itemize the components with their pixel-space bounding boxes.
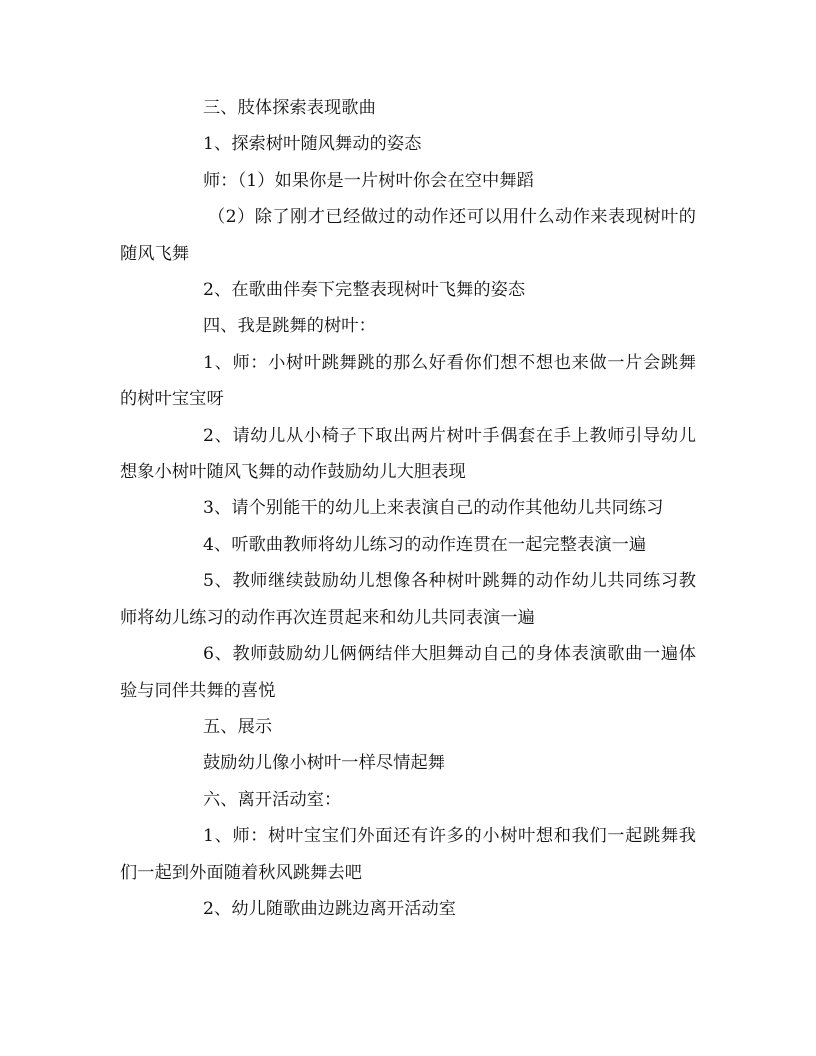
paragraph: 2、在歌曲伴奏下完整表现树叶飞舞的姿态: [203, 280, 526, 301]
paragraph: 4、听歌曲教师将幼儿练习的动作连贯在一起完整表演一遍: [203, 534, 647, 555]
document-body: [120, 90, 696, 927]
section-heading-3: 三、肢体探索表现歌曲: [203, 98, 376, 118]
paragraph: 2、请幼儿从小椅子下取出两片树叶手偶套在手上教师引导幼儿想象小树叶随风飞舞的动作鼓励幼儿大胆表现: [120, 425, 696, 483]
paragraph: 师：（1）如果你是一片树叶你会在空中舞蹈: [203, 170, 534, 191]
paragraph: 1、师：树叶宝宝们外面还有许多的小树叶想和我们一起跳舞我们一起到外面随着秋风跳舞去吧: [120, 826, 696, 883]
paragraph: （2）除了刚才已经做过的动作还可以用什么动作来表现树叶的随风飞舞: [120, 207, 696, 264]
paragraph: 5、教师继续鼓励幼儿想像各种树叶跳舞的动作幼儿共同练习教师将幼儿练习的动作再次连贯起来和幼儿共同表演一遍: [120, 571, 696, 628]
section-heading-6: 六、离开活动室：: [203, 789, 342, 810]
section-heading-5: 五、展示: [203, 716, 273, 737]
paragraph: 6、教师鼓励幼儿俩俩结伴大胆舞动自己的身体表演歌曲一遍体验与同伴共舞的喜悦: [120, 644, 696, 701]
section-heading-4: 四、我是跳舞的树叶：: [203, 316, 376, 337]
paragraph: 1、探索树叶随风舞动的姿态: [203, 134, 422, 155]
paragraph: 3、请个别能干的幼儿上来表演自己的动作其他幼儿共同练习: [203, 498, 664, 519]
paragraph: 1、师：小树叶跳舞跳的那么好看你们想不想也来做一片会跳舞的树叶宝宝呀: [120, 352, 696, 410]
paragraph: 鼓励幼儿像小树叶一样尽情起舞: [203, 753, 446, 774]
paragraph: 2、幼儿随歌曲边跳边离开活动室: [203, 898, 457, 919]
